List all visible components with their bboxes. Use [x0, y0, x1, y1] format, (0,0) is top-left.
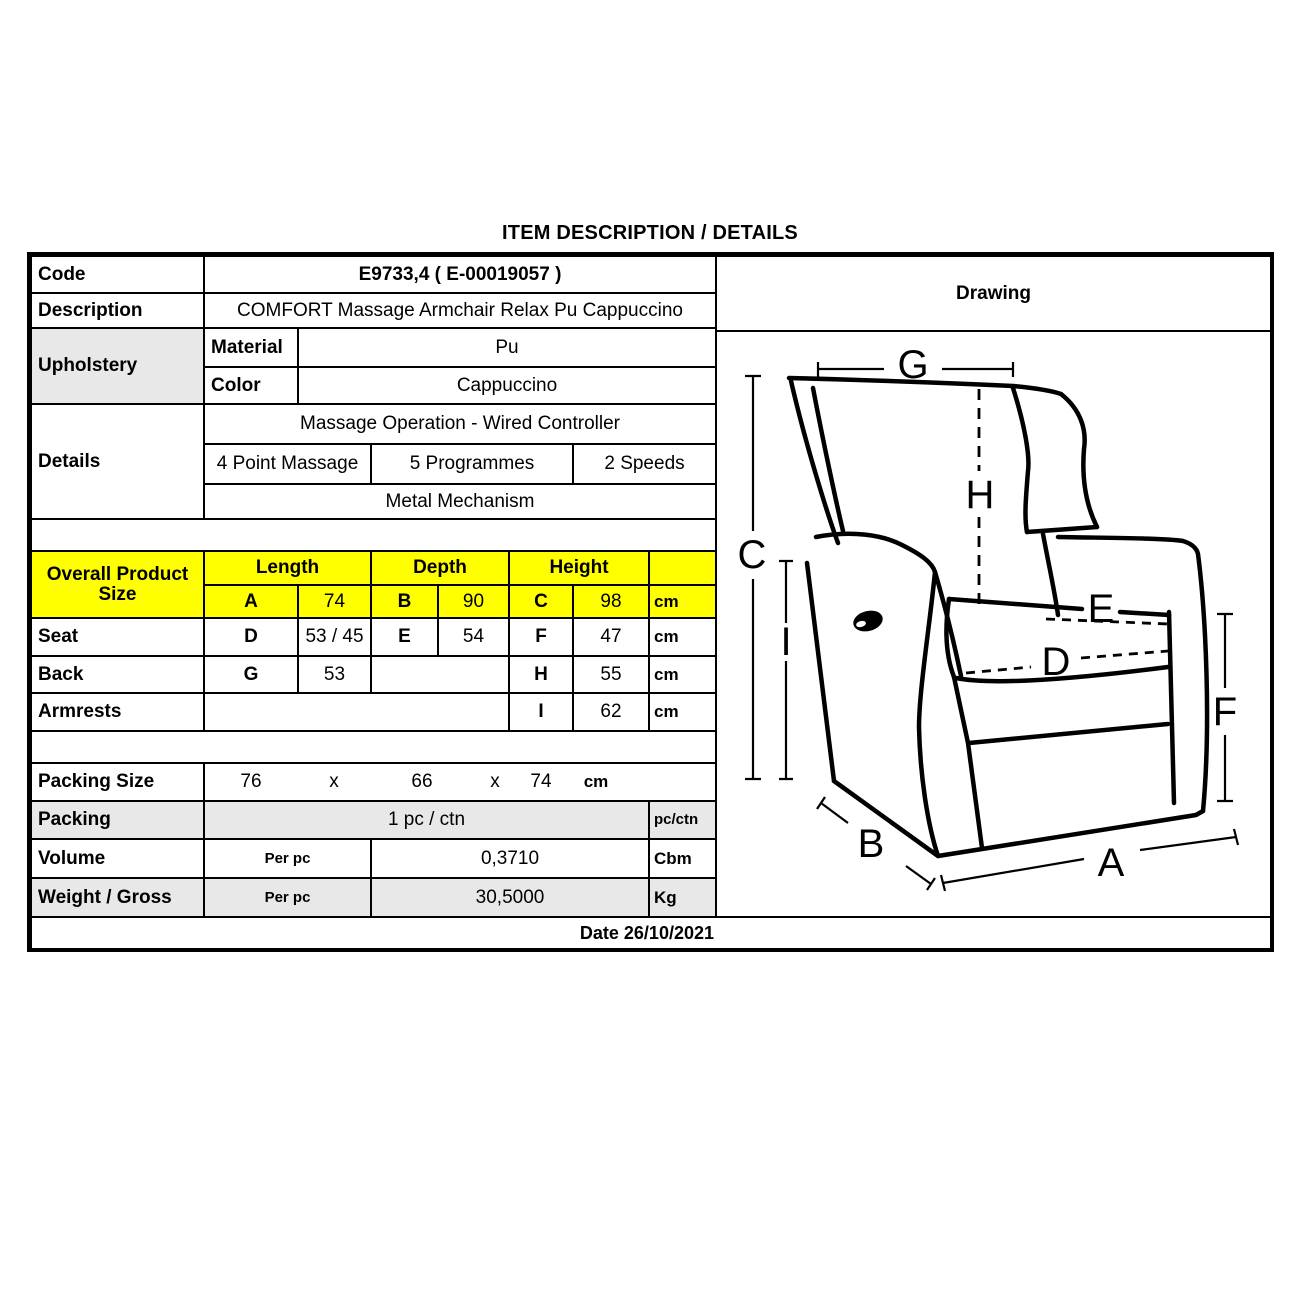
chair-bottom-edge — [834, 781, 1203, 856]
overall-letter-a: A — [203, 584, 299, 619]
seat-letter-e: E — [370, 617, 439, 657]
details-label: Details — [30, 403, 205, 520]
back-value-h: 55 — [572, 655, 650, 694]
seat-unit: cm — [648, 617, 717, 657]
spacer-row — [30, 518, 717, 552]
packing-value: 1 pc / ctn — [203, 800, 650, 840]
chair-right-arm — [1058, 537, 1207, 811]
page-title: ITEM DESCRIPTION / DETAILS — [502, 222, 798, 244]
color-label: Color — [203, 366, 299, 405]
column-header-depth: Depth — [370, 550, 510, 586]
date-row: Date 26/10/2021 — [30, 916, 1272, 950]
chair-outline — [789, 378, 1207, 856]
back-letter-g: G — [203, 655, 299, 694]
code-label: Code — [30, 255, 205, 294]
packing-size-x1: x — [329, 771, 339, 793]
chair-right-arm-front-line — [1169, 612, 1174, 803]
dim-line-c — [745, 376, 761, 779]
seat-letter-d: D — [203, 617, 299, 657]
weight-value: 30,5000 — [370, 877, 650, 918]
overall-letter-b: B — [370, 584, 439, 619]
chair-wing-inner — [1013, 388, 1028, 532]
column-header-height: Height — [508, 550, 650, 586]
back-empty-cell — [370, 655, 510, 694]
description-label: Description — [30, 292, 205, 329]
overall-unit: cm — [648, 584, 717, 619]
weight-per-pc: Per pc — [203, 877, 372, 918]
chair-base-band-line — [969, 724, 1168, 743]
overall-value-b: 90 — [437, 584, 510, 619]
details-massage-points: 4 Point Massage — [203, 443, 372, 485]
packing-size-length: 76 — [240, 771, 262, 793]
controller-socket-icon — [851, 607, 885, 634]
overall-value-a: 74 — [297, 584, 372, 619]
chair-wing-outer — [1061, 394, 1097, 527]
overall-size-label-line1: Overall Product — [46, 563, 189, 585]
packing-size-value — [203, 762, 717, 802]
dim-label-a: A — [1097, 841, 1125, 885]
dim-label-d: D — [1041, 640, 1071, 684]
armchair-drawing — [716, 331, 1271, 917]
volume-unit: Cbm — [648, 838, 717, 879]
dim-line-i — [779, 561, 793, 779]
dim-label-c: C — [737, 533, 767, 577]
description-value: COMFORT Massage Armchair Relax Pu Cappuccino — [203, 292, 717, 329]
packing-size-height: 74 — [530, 771, 552, 793]
packing-size-width: 66 — [411, 771, 433, 793]
back-letter-h: H — [508, 655, 574, 694]
chair-back-right-edge — [1043, 534, 1058, 615]
chair-wing-bottom — [1027, 527, 1097, 532]
details-mechanism: Metal Mechanism — [203, 483, 717, 520]
seat-value-e: 54 — [437, 617, 510, 657]
seat-label: Seat — [30, 617, 205, 657]
overall-value-c: 98 — [572, 584, 650, 619]
back-label: Back — [30, 655, 205, 694]
seat-value-f: 47 — [572, 617, 650, 657]
armrests-unit: cm — [648, 692, 717, 732]
packing-size-x2: x — [490, 771, 500, 793]
packing-unit: pc/ctn — [648, 800, 717, 840]
volume-per-pc: Per pc — [203, 838, 372, 879]
packing-size-label: Packing Size — [30, 762, 205, 802]
armrests-empty-cell — [203, 692, 510, 732]
chair-left-arm — [816, 534, 938, 856]
seat-value-d: 53 / 45 — [297, 617, 372, 657]
material-label: Material — [203, 327, 299, 368]
dim-label-h: H — [965, 473, 995, 517]
dim-label-g: G — [897, 343, 929, 387]
dim-label-b: B — [857, 822, 885, 866]
chair-front-left-edge — [954, 677, 982, 848]
dim-label-e: E — [1087, 587, 1115, 631]
color-value: Cappuccino — [297, 366, 717, 405]
column-header-length: Length — [203, 550, 372, 586]
overall-size-label-line2: Size — [98, 583, 137, 605]
dim-label-f: F — [1212, 690, 1238, 734]
weight-label: Weight / Gross — [30, 877, 205, 918]
details-programmes: 5 Programmes — [370, 443, 574, 485]
dim-line-a — [941, 829, 1238, 891]
dim-label-i: I — [780, 620, 792, 664]
material-value: Pu — [297, 327, 717, 368]
dimension-lines — [745, 362, 1238, 891]
back-value-g: 53 — [297, 655, 372, 694]
chair-left-silhouette — [807, 563, 834, 781]
code-value: E9733,4 ( E-00019057 ) — [203, 255, 717, 294]
details-speeds: 2 Speeds — [572, 443, 717, 485]
drawing-header: Drawing — [715, 255, 1272, 332]
volume-label: Volume — [30, 838, 205, 879]
overall-letter-c: C — [508, 584, 574, 619]
upholstery-label: Upholstery — [30, 327, 205, 405]
armrests-label: Armrests — [30, 692, 205, 732]
armrests-letter-i: I — [508, 692, 574, 732]
volume-value: 0,3710 — [370, 838, 650, 879]
column-header-unit-empty — [648, 550, 717, 586]
back-unit: cm — [648, 655, 717, 694]
spacer-row — [30, 730, 717, 764]
packing-label: Packing — [30, 800, 205, 840]
weight-unit: Kg — [648, 877, 717, 918]
packing-size-unit: cm — [583, 772, 609, 792]
overall-size-label — [30, 550, 205, 619]
armrests-value-i: 62 — [572, 692, 650, 732]
details-operation: Massage Operation - Wired Controller — [203, 403, 717, 445]
seat-letter-f: F — [508, 617, 574, 657]
